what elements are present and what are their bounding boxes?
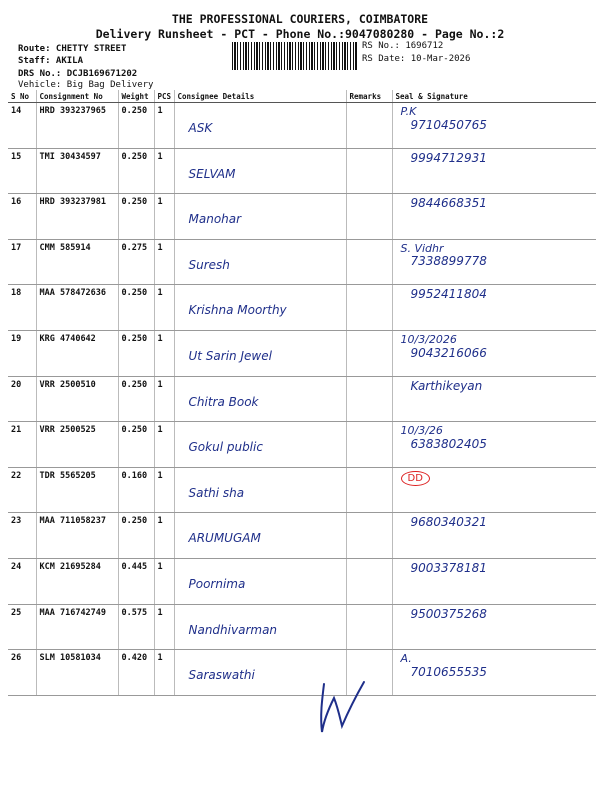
consignee-cell: [174, 148, 346, 194]
consignment-number-cell: KRG 4740642: [36, 330, 118, 376]
signature-line-1: 10/3/2026: [400, 332, 457, 346]
signature-text: [401, 288, 487, 302]
weight-cell: 0.250: [118, 103, 154, 149]
consignee-name: Nandhivarman: [188, 622, 278, 637]
consignee-cell: [174, 604, 346, 650]
signature-cell: [392, 330, 596, 376]
rs-date: RS Date: 10-Mar-2026: [362, 54, 471, 64]
pieces-cell: 1: [154, 650, 174, 696]
serial-number-cell: 16: [8, 194, 36, 240]
serial-number-cell: 15: [8, 148, 36, 194]
col-consignment: Consignment No: [36, 90, 118, 103]
serial-number-cell: 20: [8, 376, 36, 422]
signature-cell: [392, 285, 596, 331]
pieces-cell: 1: [154, 330, 174, 376]
pieces-cell: 1: [154, 285, 174, 331]
staff-label: Staff: AKILA: [18, 56, 84, 66]
serial-number-cell: 22: [8, 467, 36, 513]
consignee-name: Krishna Moorthy: [188, 303, 287, 318]
consignment-number-cell: HRD 393237981: [36, 194, 118, 240]
serial-number-cell: 18: [8, 285, 36, 331]
consignee-name: Suresh: [188, 257, 230, 272]
signature-text: [401, 471, 430, 487]
table-row: [8, 103, 596, 149]
remarks-cell: [346, 239, 392, 285]
consignee-name: Gokul public: [188, 440, 263, 455]
table-row: [8, 194, 596, 240]
signature-text: [401, 562, 487, 576]
consignment-number-cell: VRR 2500525: [36, 422, 118, 468]
remarks-cell: [346, 148, 392, 194]
page-subtitle: Delivery Runsheet - PCT - Phone No.:9047080280 - Page No.:2: [95, 27, 505, 41]
signature-cell: [392, 422, 596, 468]
consignee-cell: [174, 422, 346, 468]
consignee-cell: [174, 467, 346, 513]
consignee-cell: [174, 239, 346, 285]
remarks-cell: [346, 422, 392, 468]
signature-line-2: Karthikeyan: [410, 378, 483, 393]
remarks-cell: [346, 558, 392, 604]
remarks-cell: [346, 285, 392, 331]
consignee-cell: [174, 285, 346, 331]
table-row: [8, 285, 596, 331]
col-remarks: Remarks: [346, 90, 392, 103]
remarks-cell: [346, 194, 392, 240]
drs-label: DRS No.: DCJB169671202: [18, 69, 138, 79]
weight-cell: 0.250: [118, 285, 154, 331]
signature-line-2: 9952411804: [410, 287, 487, 302]
consignee-name: Chitra Book: [188, 394, 259, 409]
serial-number-cell: 24: [8, 558, 36, 604]
signature-text: [401, 152, 487, 166]
col-pcs: PCS: [154, 90, 174, 103]
signature-text: [401, 608, 487, 622]
weight-cell: 0.250: [118, 148, 154, 194]
consignee-name: ARUMUGAM: [188, 531, 261, 546]
table-row: [8, 558, 596, 604]
signature-line-2: 9500375268: [410, 606, 487, 621]
signature-line-2: 7338899778: [410, 254, 487, 269]
consignment-number-cell: TDR 5565205: [36, 467, 118, 513]
weight-cell: 0.160: [118, 467, 154, 513]
signature-cell: [392, 513, 596, 559]
signature-cell: [392, 239, 596, 285]
weight-cell: 0.575: [118, 604, 154, 650]
pieces-cell: 1: [154, 513, 174, 559]
serial-number-cell: 21: [8, 422, 36, 468]
col-weight: Weight: [118, 90, 154, 103]
consignment-number-cell: SLM 10581034: [36, 650, 118, 696]
consignee-cell: [174, 194, 346, 240]
runsheet-table: [8, 90, 596, 696]
consignee-cell: [174, 330, 346, 376]
serial-number-cell: 17: [8, 239, 36, 285]
consignee-name: Saraswathi: [188, 668, 255, 683]
signature-cell: [392, 604, 596, 650]
signature-line-1: A.: [400, 652, 412, 666]
serial-number-cell: 26: [8, 650, 36, 696]
col-consignee: Consignee Details: [174, 90, 346, 103]
weight-cell: 0.250: [118, 422, 154, 468]
consignment-number-cell: TMI 30434597: [36, 148, 118, 194]
consignee-cell: [174, 558, 346, 604]
consignee-name: SELVAM: [188, 166, 236, 181]
signature-line-2: 6383802405: [410, 436, 487, 451]
signature-line-2: 9680340321: [410, 515, 487, 530]
serial-number-cell: 23: [8, 513, 36, 559]
consignee-name: Ut Sarin Jewel: [188, 348, 272, 363]
pieces-cell: 1: [154, 604, 174, 650]
pieces-cell: 1: [154, 103, 174, 149]
remarks-cell: [346, 604, 392, 650]
signature-line-2: 9043216066: [410, 345, 487, 360]
signature-cell: [392, 148, 596, 194]
signature-line-2: 9994712931: [410, 150, 487, 165]
pieces-cell: 1: [154, 239, 174, 285]
serial-number-cell: 14: [8, 103, 36, 149]
signature-text: [401, 197, 487, 211]
weight-cell: 0.250: [118, 194, 154, 240]
col-signature: Seal & Signature: [392, 90, 596, 103]
remarks-cell: [346, 376, 392, 422]
weight-cell: 0.250: [118, 376, 154, 422]
signature-line-1: 10/3/26: [400, 424, 443, 438]
page-title: THE PROFESSIONAL COURIERS, COIMBATORE: [171, 12, 429, 26]
table-row: [8, 330, 596, 376]
consignee-name: ASK: [188, 121, 213, 135]
signature-line-2: 9844668351: [410, 196, 487, 211]
remarks-cell: [346, 467, 392, 513]
signature-cell: [392, 558, 596, 604]
remarks-cell: [346, 513, 392, 559]
signature-cell: [392, 103, 596, 149]
pieces-cell: 1: [154, 148, 174, 194]
weight-cell: 0.250: [118, 330, 154, 376]
consignment-number-cell: KCM 21695284: [36, 558, 118, 604]
signature-text: [401, 380, 483, 394]
consignment-number-cell: CMM 585914: [36, 239, 118, 285]
pieces-cell: 1: [154, 422, 174, 468]
barcode: [232, 42, 358, 70]
signature-cell: [392, 467, 596, 513]
signature-text: [401, 516, 487, 530]
table-header-row: [8, 90, 596, 103]
consignee-name: Manohar: [188, 212, 242, 227]
rs-number: RS No.: 1696712: [362, 41, 444, 51]
remarks-cell: [346, 103, 392, 149]
signature-cell: [392, 650, 596, 696]
signature-line-1: P.K: [400, 105, 417, 118]
col-sno: S No: [8, 90, 36, 103]
consignee-name: Sathi sha: [188, 485, 245, 500]
pieces-cell: 1: [154, 467, 174, 513]
signature-line-1: S. Vidhr: [400, 241, 444, 255]
signature-text: [401, 243, 487, 269]
signature-text: [401, 653, 487, 679]
table-row: [8, 239, 596, 285]
signature-text: [401, 106, 487, 132]
consignment-number-cell: HRD 393237965: [36, 103, 118, 149]
table-row: [8, 650, 596, 696]
route-label: Route: CHETTY STREET: [18, 44, 127, 54]
table-row: [8, 513, 596, 559]
pieces-cell: 1: [154, 194, 174, 240]
signature-line-2: 7010655535: [410, 664, 487, 679]
handwritten-signature: [312, 676, 372, 736]
signature-line-2: 9710450765: [410, 117, 487, 132]
vehicle-label: Vehicle: Big Bag Delivery: [18, 80, 154, 90]
dd-stamp: DD: [401, 471, 430, 487]
serial-number-cell: 25: [8, 604, 36, 650]
table-row: [8, 376, 596, 422]
table-row: [8, 604, 596, 650]
consignee-name: Poornima: [188, 576, 246, 591]
signature-text: [401, 425, 487, 451]
consignment-number-cell: MAA 716742749: [36, 604, 118, 650]
remarks-cell: [346, 330, 392, 376]
weight-cell: 0.420: [118, 650, 154, 696]
weight-cell: 0.445: [118, 558, 154, 604]
table-row: [8, 467, 596, 513]
serial-number-cell: 19: [8, 330, 36, 376]
weight-cell: 0.250: [118, 513, 154, 559]
pieces-cell: 1: [154, 558, 174, 604]
weight-cell: 0.275: [118, 239, 154, 285]
consignee-cell: [174, 103, 346, 149]
table-row: [8, 148, 596, 194]
consignment-number-cell: MAA 711058237: [36, 513, 118, 559]
pieces-cell: 1: [154, 376, 174, 422]
signature-text: [401, 334, 487, 360]
signature-line-2: 9003378181: [410, 560, 487, 575]
consignee-cell: [174, 513, 346, 559]
signature-cell: [392, 376, 596, 422]
signature-cell: [392, 194, 596, 240]
consignment-number-cell: MAA 578472636: [36, 285, 118, 331]
consignee-cell: [174, 376, 346, 422]
table-row: [8, 422, 596, 468]
consignment-number-cell: VRR 2500510: [36, 376, 118, 422]
